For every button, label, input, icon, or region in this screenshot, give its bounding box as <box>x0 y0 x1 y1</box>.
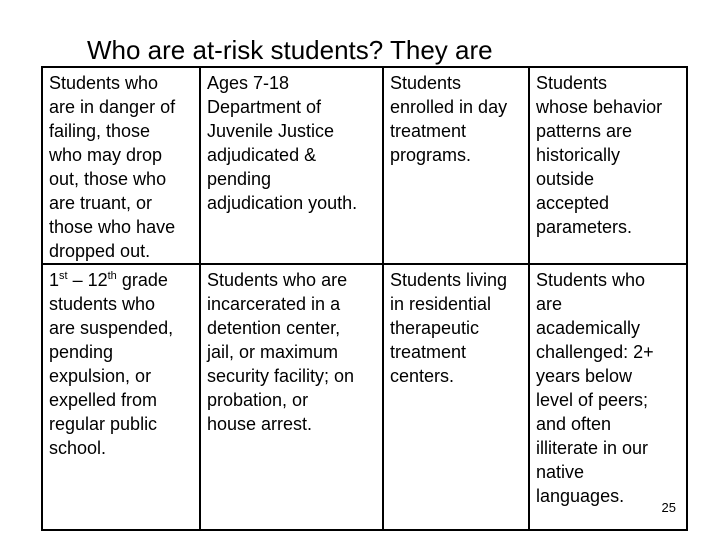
table-cell <box>529 67 687 264</box>
cell-text: Students who are in danger of failing, those who may drop out, those who are truant, or those who have dropped out. <box>49 73 176 261</box>
table-row <box>42 67 687 264</box>
ordinal-suffix: th <box>107 270 117 282</box>
ordinal-suffix: st <box>59 270 68 282</box>
cell-text: Students living in residential therapeutic treatment centers. <box>390 270 508 386</box>
table-cell <box>529 264 687 530</box>
grade-range-separator: – 12 <box>67 270 108 290</box>
cell-text: Students whose behavior patterns are historically outside accepted parameters. <box>536 73 663 237</box>
table-row <box>42 264 687 530</box>
table-cell <box>42 264 200 530</box>
grade-description: grade students who are suspended, pending expulsion, or expelled from regular public school. <box>49 270 174 458</box>
table-cell <box>383 67 529 264</box>
cell-text: Students who are incarcerated in a detention center, jail, or maximum security facility; on probation, or house arrest. <box>207 270 355 434</box>
cell-container <box>536 268 682 529</box>
table-cell <box>42 67 200 264</box>
table-cell <box>200 264 383 530</box>
cell-text: Students enrolled in day treatment programs. <box>390 73 508 165</box>
cell-text: Ages 7-18 Department of Juvenile Justice adjudicated & pending adjudication youth. <box>207 73 358 213</box>
table-cell <box>383 264 529 530</box>
table-cell <box>200 67 383 264</box>
at-risk-students-table <box>41 66 688 531</box>
cell-text <box>49 268 195 460</box>
page-number: 25 <box>661 500 676 515</box>
cell-text: Students who are academically challenged: 2+ years below level of peers; and often illiterate in our native languages. <box>536 270 654 506</box>
grade-start: 1 <box>49 270 60 290</box>
slide-title: Who are at-risk students? They are <box>87 35 493 65</box>
